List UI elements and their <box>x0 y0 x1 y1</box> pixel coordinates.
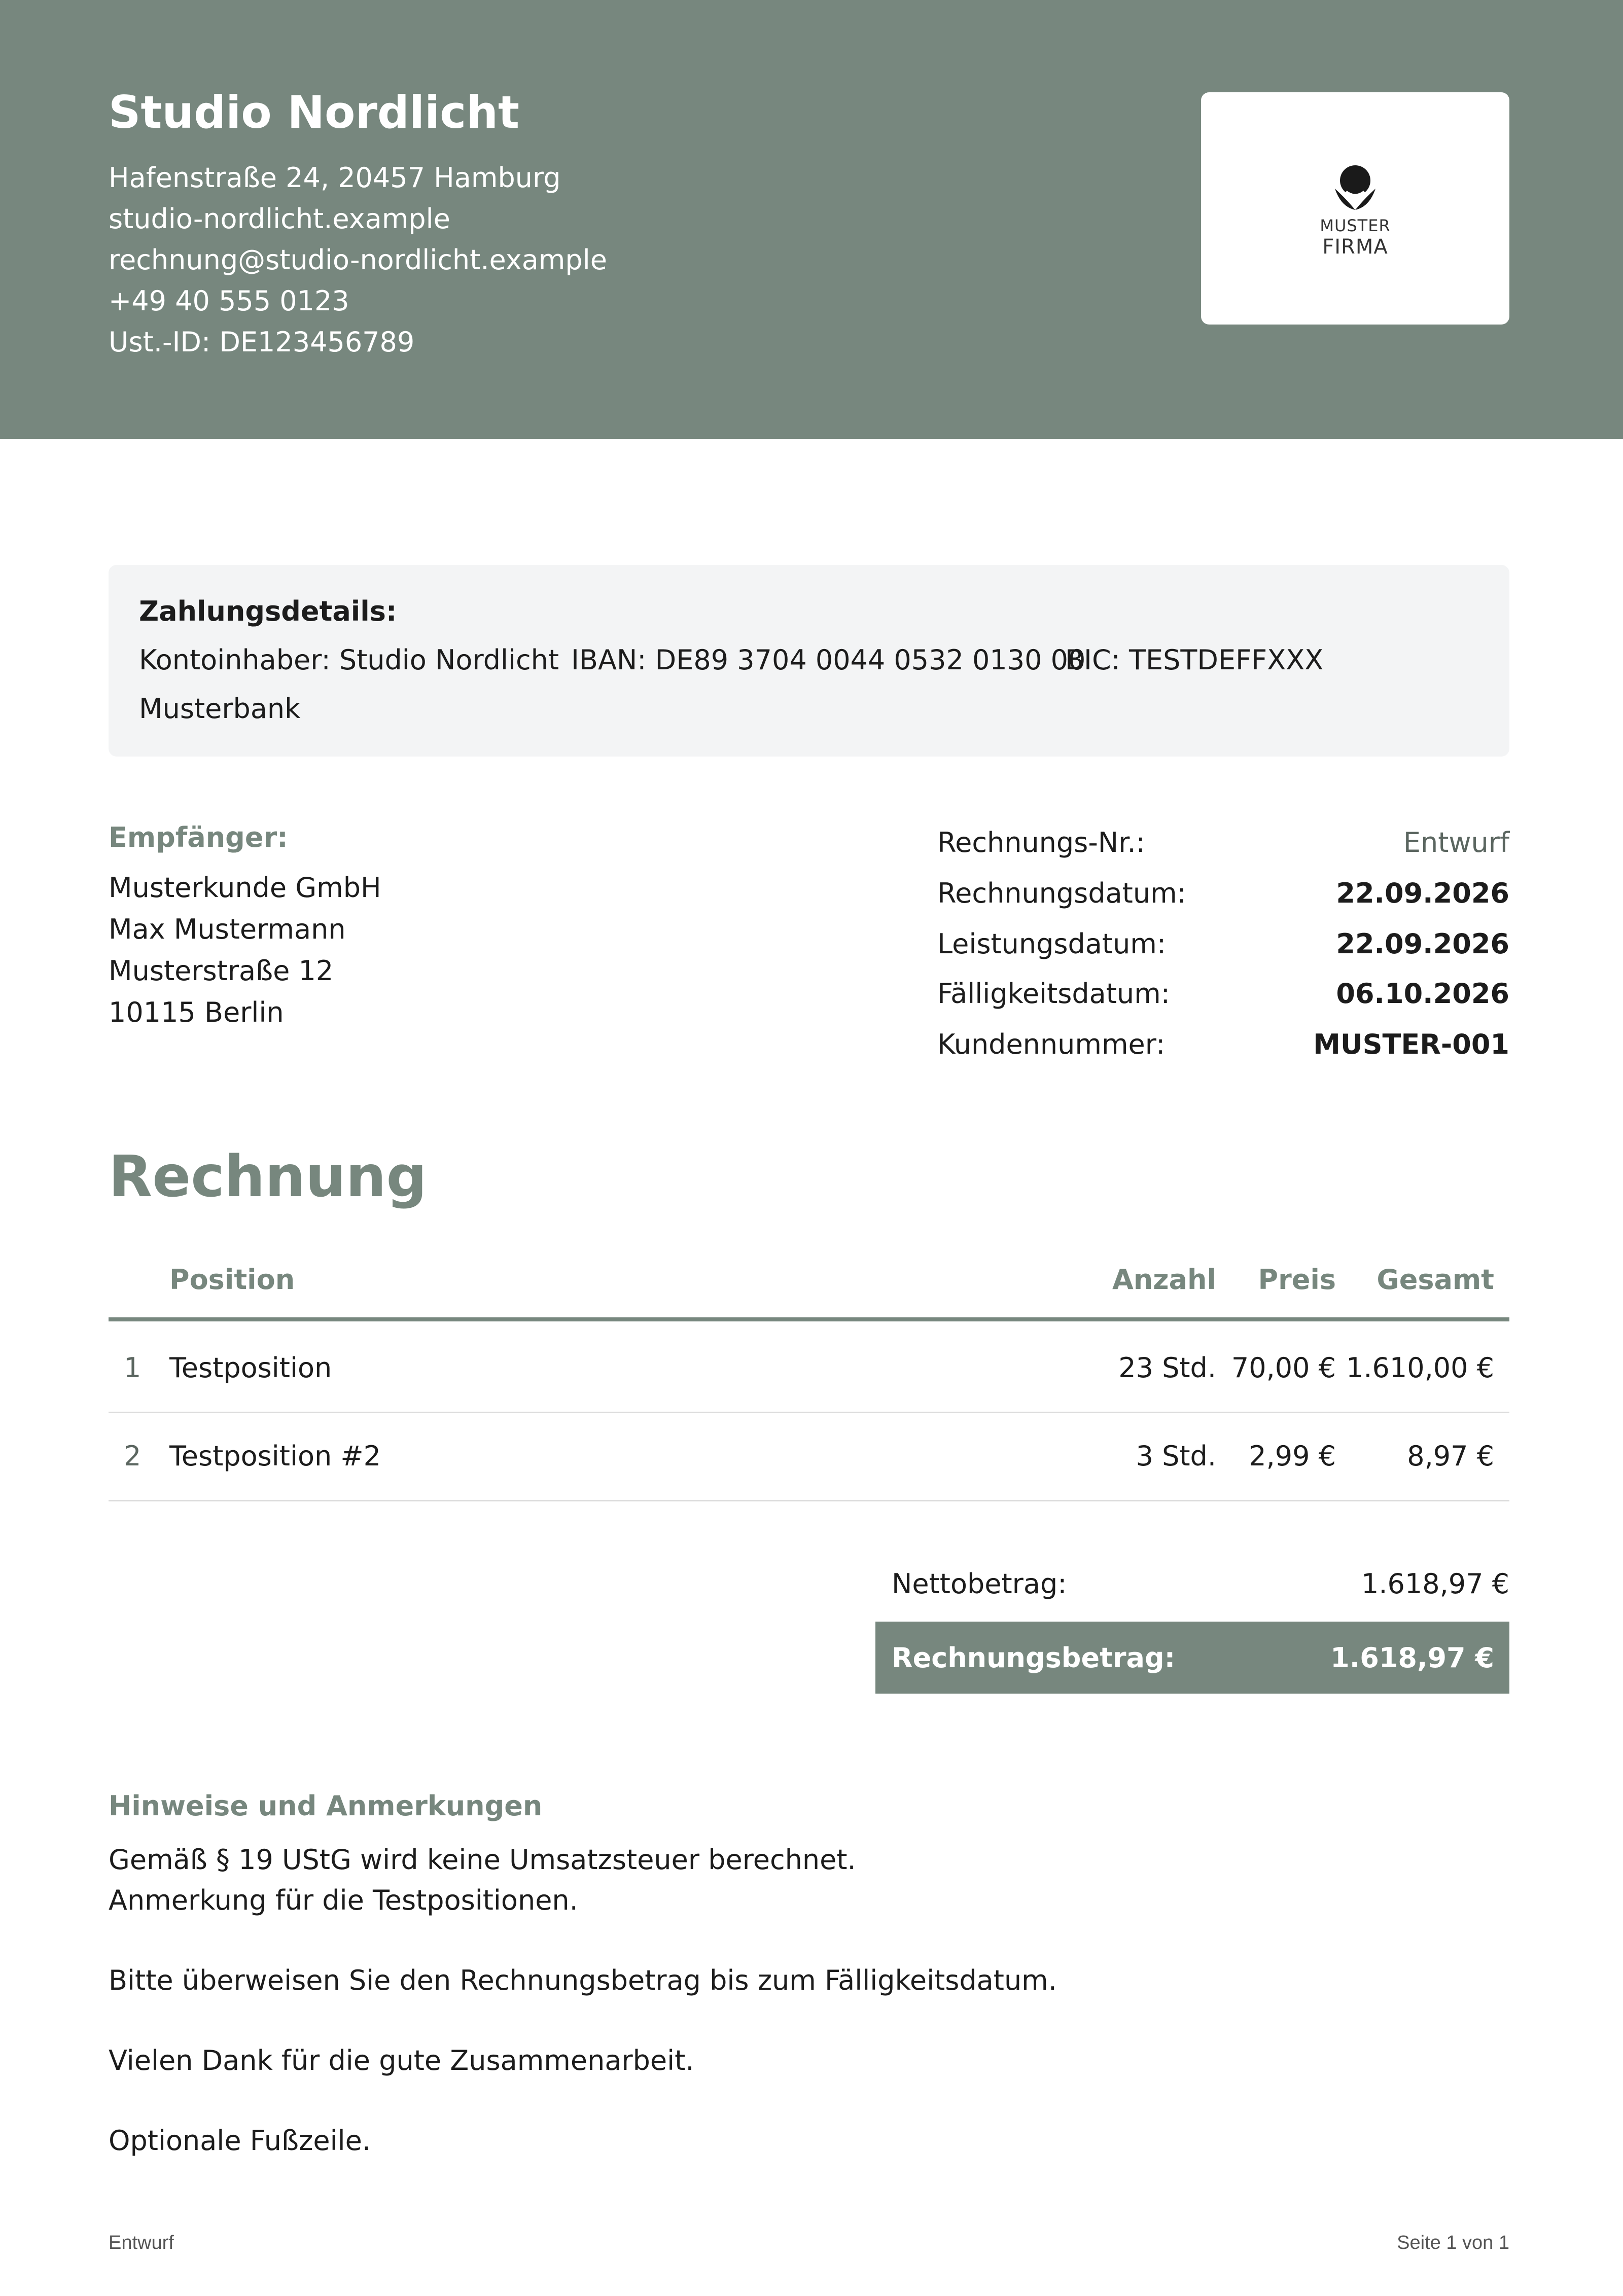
row-price: 2,99 € <box>1249 1440 1336 1472</box>
column-header-quantity: Anzahl <box>1112 1264 1216 1296</box>
recipient-label: Empfänger: <box>109 821 288 853</box>
logo-text-line1: MUSTER <box>1320 216 1391 235</box>
invoice-total-label: Rechnungsbetrag: <box>892 1642 1176 1674</box>
invoice-number-value: Entwurf <box>1403 827 1509 858</box>
invoice-header <box>0 0 1623 439</box>
note-footer: Optionale Fußzeile. <box>109 2125 371 2157</box>
company-website: studio-nordlicht.example <box>109 203 450 235</box>
row-price: 70,00 € <box>1231 1352 1336 1384</box>
due-date-value: 06.10.2026 <box>1336 978 1509 1010</box>
payment-details-box <box>109 565 1509 757</box>
customer-number-value: MUSTER-001 <box>1313 1028 1509 1060</box>
row-quantity: 23 Std. <box>1118 1352 1216 1384</box>
service-date-value: 22.09.2026 <box>1336 928 1509 960</box>
row-number: 1 <box>124 1352 142 1384</box>
recipient-address <box>109 867 381 1033</box>
row-quantity: 3 Std. <box>1136 1440 1216 1472</box>
footer-page-number: Seite 1 von 1 <box>1397 2232 1509 2253</box>
service-date-label: Leistungsdatum: <box>937 928 1167 960</box>
invoice-total-value: 1.618,97 € <box>1330 1642 1494 1674</box>
due-date-label: Fälligkeitsdatum: <box>937 978 1170 1010</box>
invoice-number-label: Rechnungs-Nr.: <box>937 827 1145 858</box>
row-description: Testposition <box>169 1352 332 1384</box>
payment-details-title: Zahlungsdetails: <box>139 595 397 627</box>
invoice-total-bar <box>875 1622 1509 1694</box>
recipient-city: 10115 Berlin <box>109 996 284 1028</box>
column-header-position: Position <box>169 1264 295 1296</box>
recipient-company: Musterkunde GmbH <box>109 872 381 904</box>
note-tax: Gemäß § 19 UStG wird keine Umsatzsteuer berechnet. <box>109 1844 856 1876</box>
net-amount-label: Nettobetrag: <box>892 1568 1067 1600</box>
notes-title: Hinweise und Anmerkungen <box>109 1790 543 1822</box>
note-thanks: Vielen Dank für die gute Zusammenarbeit. <box>109 2044 694 2076</box>
column-header-price: Preis <box>1258 1264 1336 1296</box>
footer-status: Entwurf <box>109 2232 174 2253</box>
table-header-divider <box>109 1317 1509 1321</box>
note-payment: Bitte überweisen Sie den Rechnungsbetrag bis zum Fälligkeitsdatum. <box>109 1964 1057 1996</box>
row-description: Testposition #2 <box>169 1440 381 1472</box>
invoice-date-value: 22.09.2026 <box>1336 877 1509 909</box>
company-logo <box>1201 92 1509 325</box>
company-name: Studio Nordlicht <box>109 86 520 138</box>
row-number: 2 <box>124 1440 142 1472</box>
company-address: Hafenstraße 24, 20457 Hamburg <box>109 162 561 194</box>
row-total: 1.610,00 € <box>1346 1352 1494 1384</box>
recipient-street: Musterstraße 12 <box>109 955 334 987</box>
bic: BIC: TESTDEFFXXX <box>1065 644 1324 676</box>
column-header-total: Gesamt <box>1377 1264 1494 1296</box>
company-phone: +49 40 555 0123 <box>109 285 349 317</box>
company-contact <box>109 157 607 363</box>
flower-logo-icon <box>1331 163 1380 212</box>
iban: IBAN: DE89 3704 0044 0532 0130 00 <box>571 644 1086 676</box>
note-positions: Anmerkung für die Testpositionen. <box>109 1884 578 1916</box>
logo-text-line2: FIRMA <box>1322 235 1388 259</box>
document-title: Rechnung <box>109 1144 427 1210</box>
net-amount-value: 1.618,97 € <box>1361 1568 1509 1600</box>
row-divider <box>109 1500 1509 1501</box>
company-email: rechnung@studio-nordlicht.example <box>109 244 607 276</box>
bank-name: Musterbank <box>139 693 301 725</box>
invoice-date-label: Rechnungsdatum: <box>937 877 1186 909</box>
row-total: 8,97 € <box>1407 1440 1494 1472</box>
recipient-person: Max Mustermann <box>109 913 346 945</box>
row-divider <box>109 1412 1509 1413</box>
customer-number-label: Kundennummer: <box>937 1028 1166 1060</box>
account-holder: Kontoinhaber: Studio Nordlicht <box>139 644 559 676</box>
company-vat-id: Ust.-ID: DE123456789 <box>109 326 415 358</box>
